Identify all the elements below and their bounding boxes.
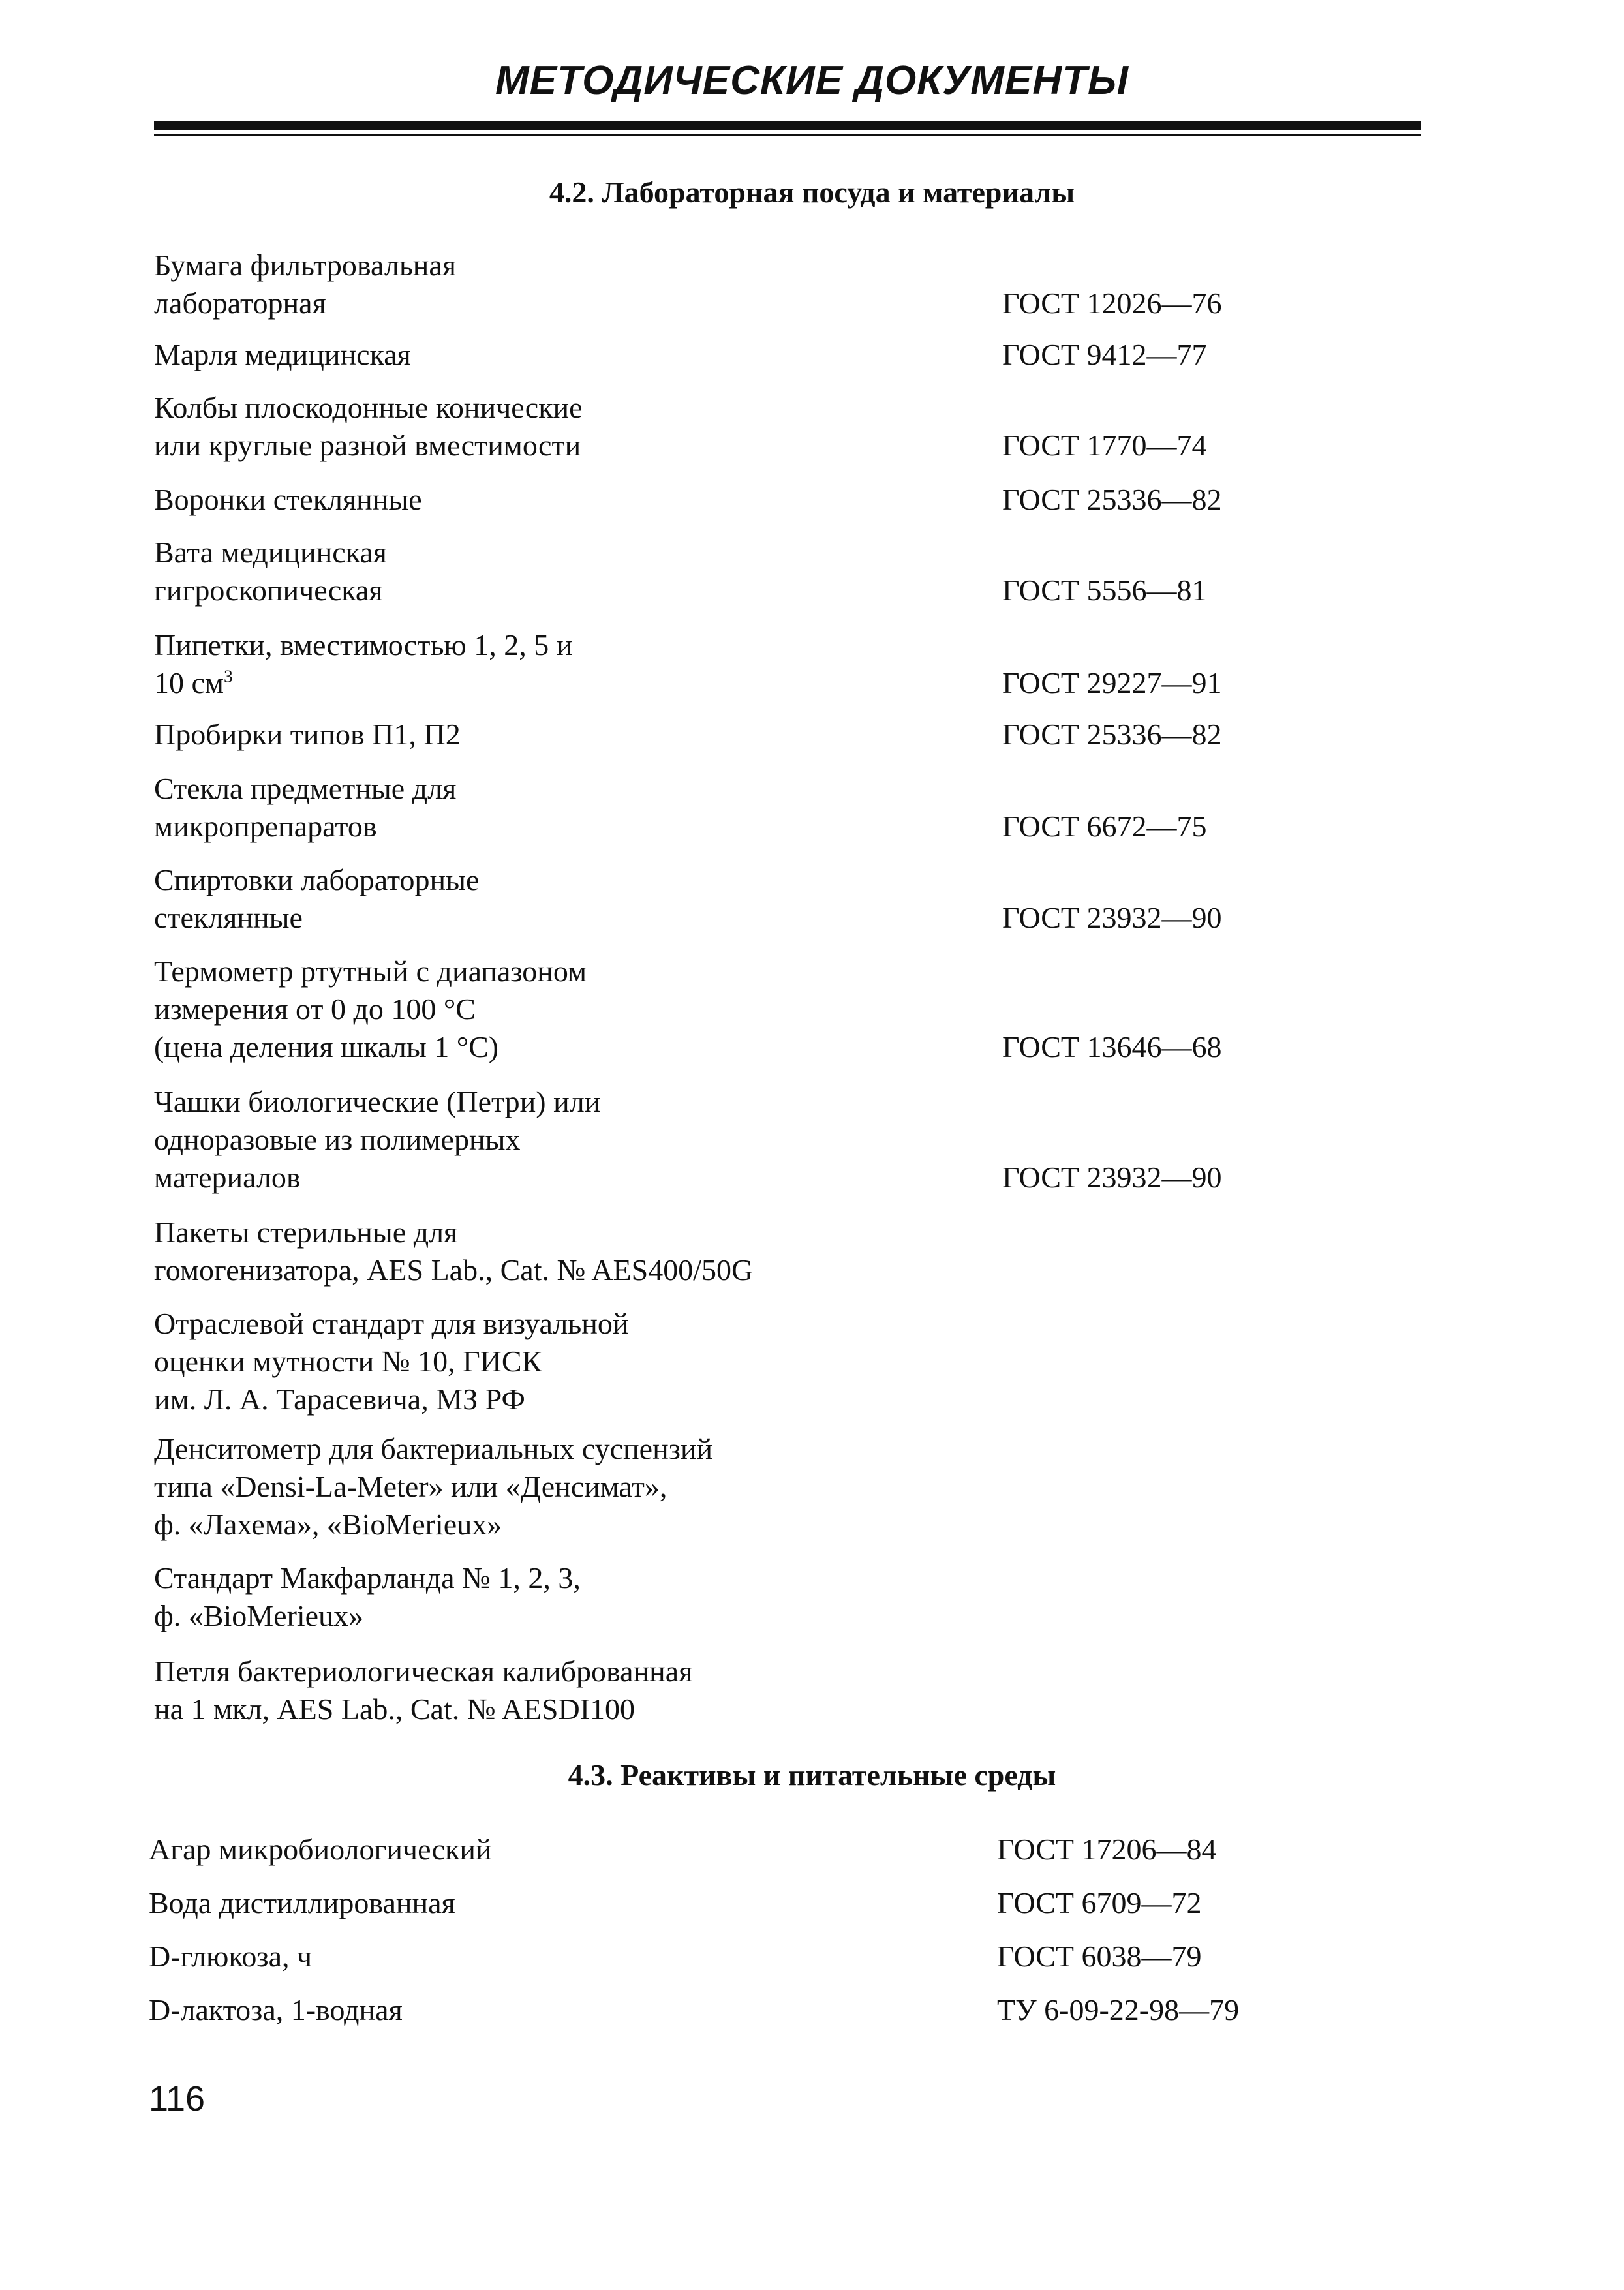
item-name <box>154 1559 581 1635</box>
item-name-line: (цена деления шкалы 1 °С) <box>154 1030 499 1063</box>
item-name-line: Вода дистиллированная <box>149 1886 455 1919</box>
item-standard: ГОСТ 23932—90 <box>1002 1161 1222 1194</box>
item-name <box>154 389 583 465</box>
item-name-line: измерения от 0 до 100 °С <box>154 992 476 1026</box>
item-standard: ГОСТ 6709—72 <box>997 1886 1202 1919</box>
item-name <box>149 1831 492 1869</box>
item-name-line: Стандарт Макфарланда № 1, 2, 3, <box>154 1561 581 1595</box>
header-rule-thin <box>154 134 1421 136</box>
item-name-line: Стекла предметные для <box>154 772 457 805</box>
item-name-line: Термометр ртутный с диапазоном <box>154 954 587 988</box>
superscript: 3 <box>224 665 233 686</box>
item-name-line: Агар микробиологический <box>149 1833 492 1866</box>
item-name-line: Колбы плоскодонные конические <box>154 391 583 424</box>
item-name <box>154 861 479 937</box>
item-name <box>154 336 411 374</box>
item-name <box>154 1430 712 1544</box>
item-name-line: Пробирки типов П1, П2 <box>154 718 461 751</box>
item-name-line: микропрепаратов <box>154 810 377 843</box>
item-name <box>154 1305 629 1418</box>
item-name-line: типа «Densi-La-Meter» или «Денсимат», <box>154 1470 667 1503</box>
item-standard: ГОСТ 29227—91 <box>1002 666 1222 699</box>
item-name-line: на 1 мкл, AES Lab., Cat. № AESDI100 <box>154 1692 636 1726</box>
item-name-line: Петля бактериологическая калиброванная <box>154 1655 693 1688</box>
item-name-line: лабораторная <box>154 286 326 320</box>
item-standard: ГОСТ 13646—68 <box>1002 1030 1222 1063</box>
item-name-line: D-лактоза, 1-водная <box>149 1993 403 2026</box>
item-name-line: одноразовые из полимерных <box>154 1123 521 1156</box>
item-name <box>154 1083 600 1197</box>
item-name <box>154 770 456 846</box>
item-name-line: Вата медицинская <box>154 536 387 569</box>
page-header-title: МЕТОДИЧЕСКИЕ ДОКУМЕНТЫ <box>495 58 1129 103</box>
item-standard: ГОСТ 9412—77 <box>1002 338 1207 371</box>
item-standard: ГОСТ 25336—82 <box>1002 483 1222 516</box>
item-name-line: или круглые разной вместимости <box>154 429 581 462</box>
item-name-line: ф. «Лахема», «BioMerieux» <box>154 1508 502 1541</box>
item-name-line: материалов <box>154 1161 301 1194</box>
item-standard: ГОСТ 23932—90 <box>1002 901 1222 934</box>
item-standard: ГОСТ 25336—82 <box>1002 718 1222 751</box>
item-name-line: Пакеты стерильные для <box>154 1215 458 1249</box>
item-standard: ГОСТ 1770—74 <box>1002 429 1207 462</box>
item-standard: ГОСТ 12026—76 <box>1002 286 1222 320</box>
item-name <box>154 247 456 322</box>
item-name-line: оценки мутности № 10, ГИСК <box>154 1345 542 1378</box>
item-name-line: Бумага фильтровальная <box>154 249 456 282</box>
item-name <box>154 481 422 519</box>
page-number: 116 <box>149 2079 206 2118</box>
item-name-line: Отраслевой стандарт для визуальной <box>154 1307 629 1340</box>
section-4-3-title: 4.3. Реактивы и питательные среды <box>568 1758 1056 1792</box>
item-name-line: Пипетки, вместимостью 1, 2, 5 и <box>154 628 573 662</box>
item-standard: ТУ 6-09-22-98—79 <box>997 1993 1240 2026</box>
item-name-line: 10 $см^3$ <box>154 665 233 699</box>
item-name-line: гомогенизатора, AES Lab., Cat. № AES400/50G <box>154 1253 754 1287</box>
item-name-line: им. Л. А. Тарасевича, МЗ РФ <box>154 1382 525 1416</box>
item-name <box>154 534 387 609</box>
item-name-line: Спиртовки лабораторные <box>154 863 480 896</box>
item-name-line: Денситометр для бактериальных суспензий <box>154 1432 713 1465</box>
item-standard: ГОСТ 6672—75 <box>1002 810 1207 843</box>
item-standard: ГОСТ 5556—81 <box>1002 573 1207 607</box>
item-name <box>154 1653 692 1728</box>
item-name <box>149 1938 312 1976</box>
item-name-line: Воронки стеклянные <box>154 483 422 516</box>
item-name <box>154 716 461 754</box>
item-name-line: стеклянные <box>154 901 303 934</box>
item-name <box>149 1884 455 1922</box>
item-name <box>154 1214 753 1289</box>
item-name <box>149 1991 403 2029</box>
item-standard: ГОСТ 6038—79 <box>997 1940 1202 1973</box>
item-name-line: Марля медицинская <box>154 338 411 371</box>
header-rule-thick <box>154 121 1421 130</box>
item-name-line: ф. «BioMerieux» <box>154 1599 364 1632</box>
item-name <box>154 626 572 702</box>
item-name-line: Чашки биологические (Петри) или <box>154 1085 601 1118</box>
item-name-line: D-глюкоза, ч <box>149 1940 313 1973</box>
item-name <box>154 953 587 1066</box>
item-name-line: гигроскопическая <box>154 573 383 607</box>
item-standard: ГОСТ 17206—84 <box>997 1833 1217 1866</box>
section-4-2-title: 4.2. Лабораторная посуда и материалы <box>549 176 1075 209</box>
